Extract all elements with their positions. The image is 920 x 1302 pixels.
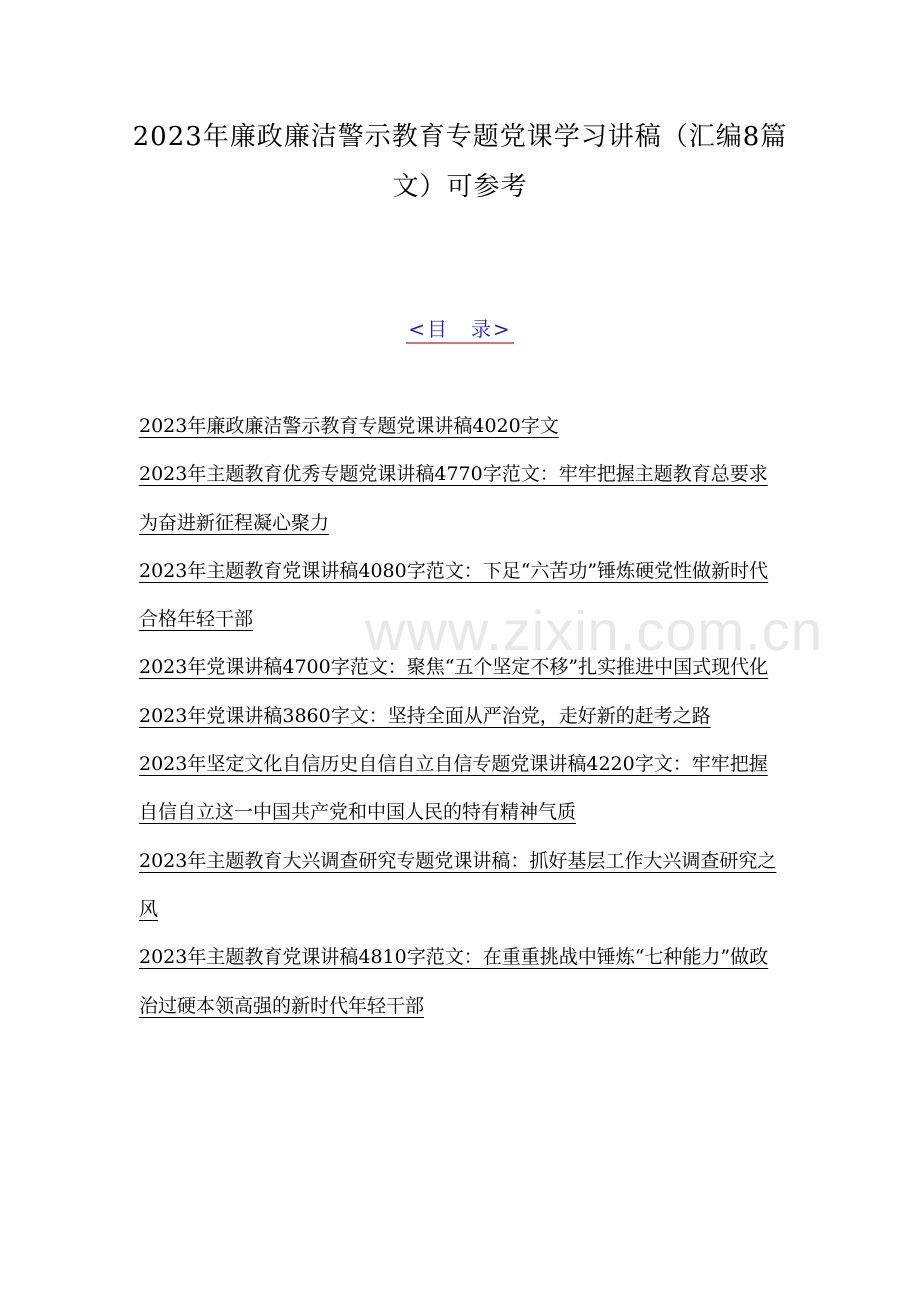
toc-heading [0,312,920,346]
toc-item[interactable]: 2023年坚定文化自信历史自信自立自信专题党课讲稿4220字文：牢牢把握自信自立这一中国共产党和中国人民的特有精神气质 [139,753,768,824]
toc-heading-text[interactable]: <目 录> [406,317,514,344]
toc-item[interactable]: 2023年主题教育党课讲稿4810字范文：在重重挑战中锤炼“七种能力”做政治过硬本领高强的新时代年轻干部 [139,946,769,1017]
toc-item[interactable]: 2023年主题教育党课讲稿4080字范文：下足“六苦功”锤炼硬党性做新时代合格年轻干部 [139,559,769,631]
toc-item[interactable]: 2023年党课讲稿3860字文：坚持全面从严治党，走好新的赶考之路 [139,704,711,727]
document-title: 2023年廉政廉洁警示教育专题党课学习讲稿（汇编8篇文）可参考 [132,122,788,202]
watermark: www.zixin.com.cn [365,599,823,662]
toc-item[interactable]: 2023年主题教育优秀专题党课讲稿4770字范文：牢牢把握主题教育总要求为奋进新征程凝心聚力 [139,463,768,534]
table-of-contents [139,402,784,1030]
toc-item[interactable]: 2023年廉政廉洁警示教育专题党课讲稿4020字文 [139,415,559,437]
toc-item[interactable]: 2023年主题教育大兴调查研究专题党课讲稿：抓好基层工作大兴调查研究之风 [139,849,777,920]
toc-item[interactable]: 2023年党课讲稿4700字范文：聚焦“五个坚定不移”扎实推进中国式现代化 [139,656,769,679]
